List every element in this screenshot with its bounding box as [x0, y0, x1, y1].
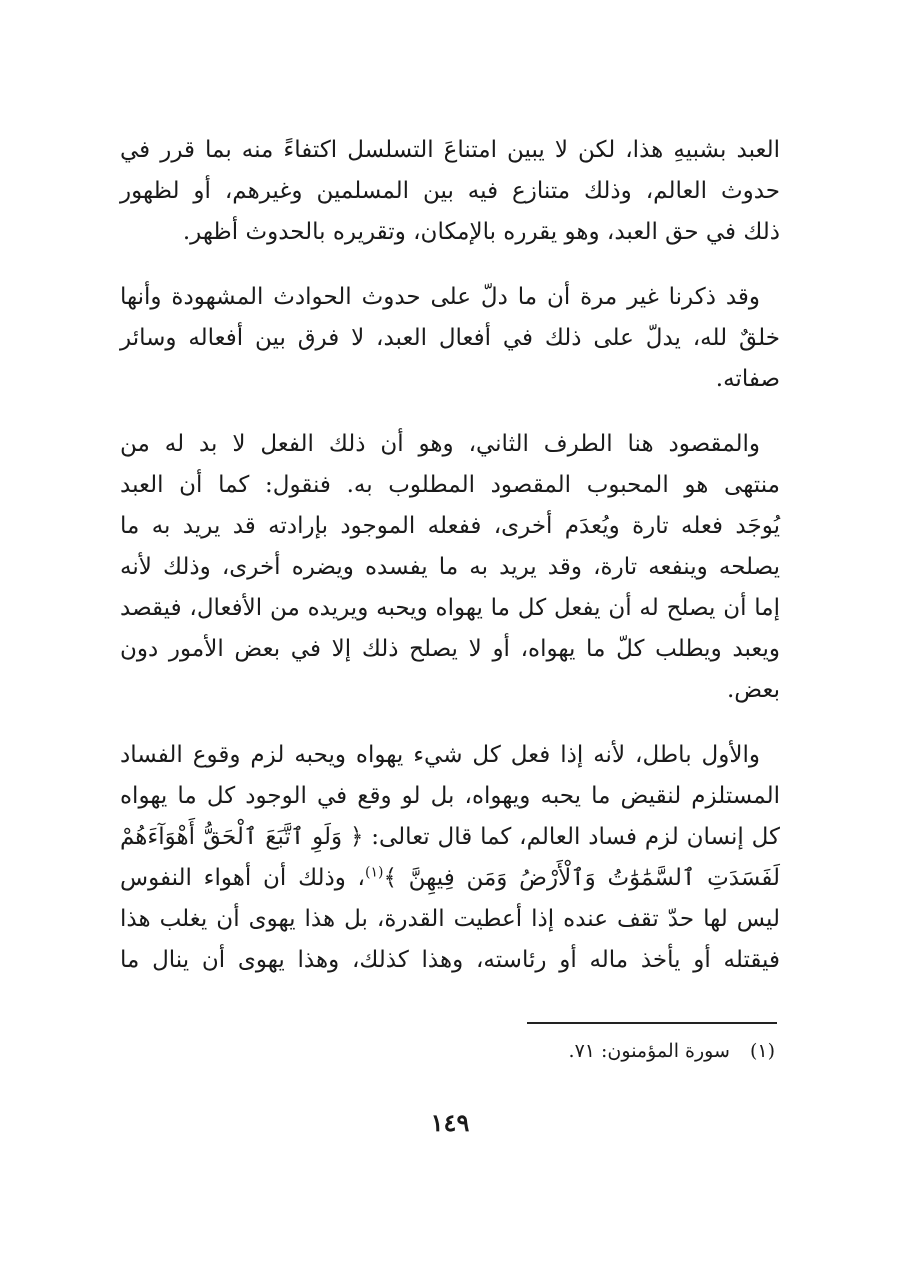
- text-line: ذلك في حق العبد، وهو يقرره بالإمكان، وتقريره بالحدوث أظهر.: [182, 219, 780, 245]
- text-line: فيقتله أو يأخذ ماله أو رئاسته، وهذا كذلك، وهذا يهوى أن ينال ما: [120, 947, 780, 973]
- text-line: ويعبد ويطلب كلّ ما يهواه، أو لا يصلح ذلك إلا في بعض الأمور دون: [120, 636, 780, 662]
- text-line: المستلزم لنقيض ما يحبه ويهواه، بل لو وقع في الوجود كل ما يهواه: [120, 783, 780, 809]
- footnote-divider: [527, 1022, 777, 1024]
- text-line: منتهى هو المحبوب المقصود المطلوب به. فنقول: كما أن العبد: [120, 472, 780, 498]
- page-body: [120, 130, 780, 1005]
- text-segment: ، وذلك أن أهواء النفوس: [120, 865, 365, 891]
- quran-verse: لَفَسَدَتِ ٱلسَّمَٰوَٰتُ وَٱلْأَرْضُ وَمَن فِيهِنَّ ﴾: [383, 865, 780, 891]
- footnote-number: (١): [749, 1040, 775, 1062]
- text-line: العبد بشبيهِ هذا، لكن لا يبين امتناعَ التسلسل اكتفاءً منه بما قرر في: [120, 137, 780, 163]
- paragraph-1: [120, 130, 780, 253]
- text-line: [120, 858, 780, 899]
- text-line: ليس لها حدّ تقف عنده إذا أعطيت القدرة، بل هذا يهوى أن يغلب هذا: [120, 906, 780, 932]
- text-line: بعض.: [727, 677, 780, 703]
- text-line: [120, 817, 780, 858]
- text-line: خلقٌ لله، يدلّ على ذلك في أفعال العبد، لا فرق بين أفعاله وسائر: [120, 325, 780, 351]
- text-line: يصلحه وينفعه تارة، وقد يريد به ما يفسده ويضره أخرى، وذلك لأنه: [120, 554, 780, 580]
- footnote-text: سورة المؤمنون: ٧١.: [568, 1040, 730, 1062]
- page-number: ١٤٩: [430, 1108, 470, 1137]
- text-line: حدوث العالم، وذلك متنازع فيه بين المسلمين وغيرهم، أو لظهور: [120, 178, 780, 204]
- text-line: إما أن يصلح له أن يفعل كل ما يهواه ويحبه ويريده من الأفعال، فيقصد: [120, 595, 780, 621]
- paragraph-2: [120, 277, 780, 400]
- text-segment: كل إنسان لزم فساد العالم، كما قال تعالى:: [363, 824, 780, 850]
- paragraph-4: [120, 735, 780, 981]
- text-line: صفاته.: [715, 366, 780, 392]
- footnote: [569, 1040, 775, 1062]
- quran-verse: ﴿ وَلَوِ ٱتَّبَعَ ٱلْحَقُّ أَهْوَآءَهُمْ: [120, 824, 364, 850]
- paragraph-3: [120, 424, 780, 711]
- text-line: يُوجَد فعله تارة ويُعدَم أخرى، ففعله الموجود بإرادته قد يريد به ما: [120, 513, 780, 539]
- footnote-reference[interactable]: (١): [364, 864, 384, 881]
- text-line: والأول باطل، لأنه إذا فعل كل شيء يهواه ويحبه لزم وقوع الفساد: [120, 742, 760, 768]
- text-line: والمقصود هنا الطرف الثاني، وهو أن ذلك الفعل لا بد له من: [120, 431, 760, 457]
- text-line: وقد ذكرنا غير مرة أن ما دلّ على حدوث الحوادث المشهودة وأنها: [120, 284, 760, 310]
